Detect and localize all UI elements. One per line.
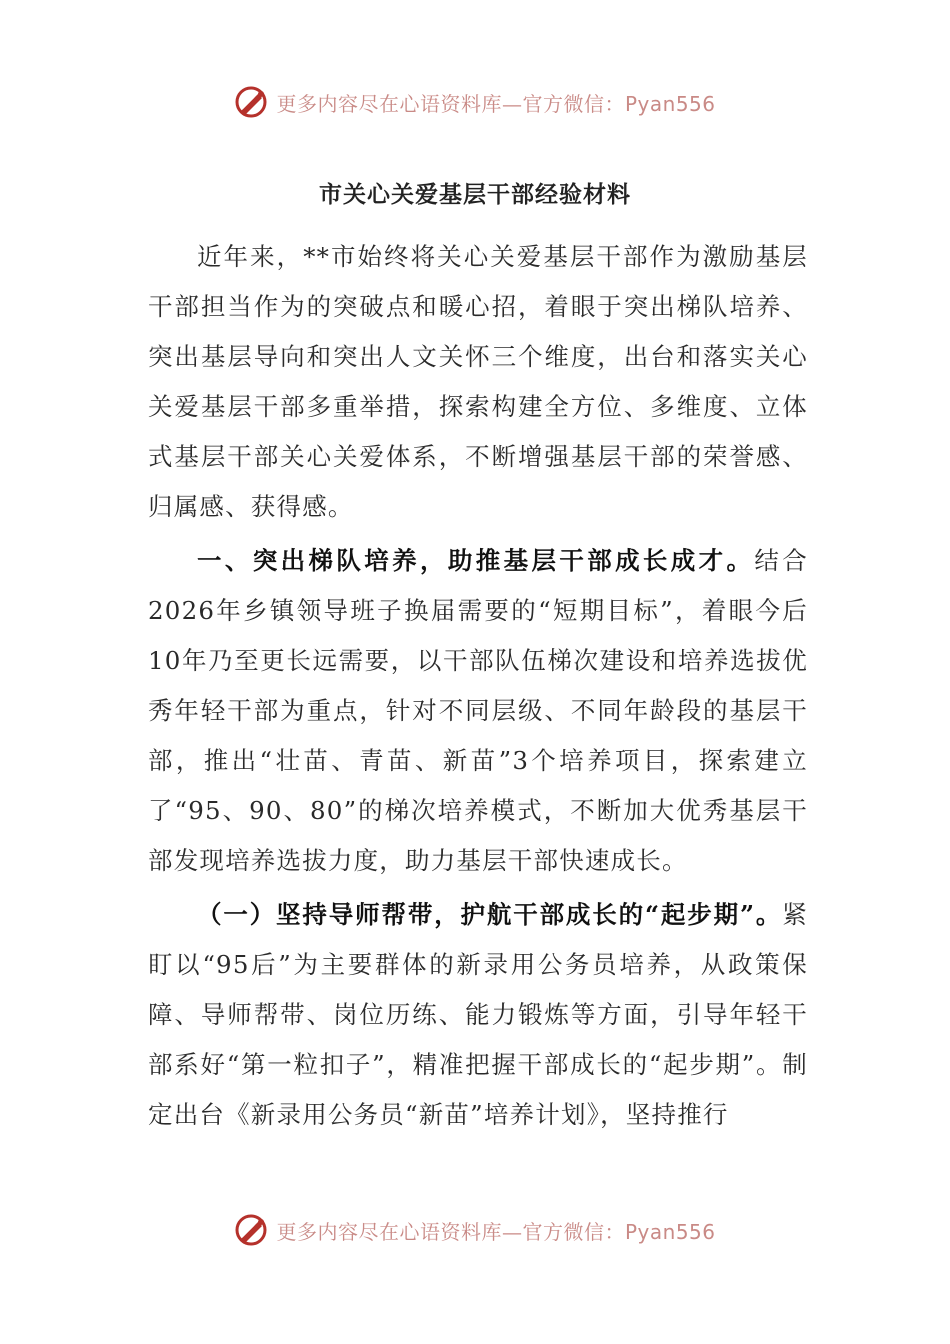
paragraph-section-1: [148, 536, 808, 886]
watermark-handle: Pyan556: [624, 1219, 716, 1244]
document-body: [148, 232, 808, 1140]
paragraph-lead: 一、突出梯队培养，助推基层干部成长成才。: [197, 546, 755, 575]
document-title: 市关心关爱基层干部经验材料: [319, 181, 631, 208]
paragraph-text: 紧盯以“95后”为主要群体的新录用公务员培养，从政策保障、导师帮带、岗位历练、能力锻炼等方面，引导年轻干部系好“第一粒扣子”，精准把握干部成长的“起步期”。制定出台《新录用公务员“新苗”培养计划》，坚持推行: [148, 900, 808, 1129]
watermark-group: [234, 1213, 715, 1247]
paragraph-text: 近年来，**市始终将关心关爱基层干部作为激励基层干部担当作为的突破点和暖心招，着眼于突出梯队培养、突出基层导向和突出人文关怀三个维度，出台和落实关心关爱基层干部多重举措，探索构建全方位、多维度、立体式基层干部关心关爱体系，不断增强基层干部的荣誉感、归属感、获得感。: [148, 242, 808, 521]
paragraph-lead: （一）坚持导师帮带，护航干部成长的“起步期”。: [197, 900, 783, 929]
pen-logo-icon: [234, 1213, 268, 1247]
watermark-handle: Pyan556: [624, 91, 716, 116]
pen-logo-icon: [234, 85, 268, 119]
watermark-text: 更多内容尽在心语资料库—官方微信：Pyan556: [276, 1219, 716, 1244]
footer-watermark: [0, 1208, 950, 1252]
paragraph-text: 结合2026年乡镇领导班子换届需要的“短期目标”，着眼今后10年乃至更长远需要，以干部队伍梯次建设和培养选拔优秀年轻干部为重点，针对不同层级、不同年龄段的基层干部，推出“壮苗、青苗、新苗”3个培养项目，探索建立了“95、90、80”的梯次培养模式，不断加大优秀基层干部发现培养选拔力度，助力基层干部快速成长。: [148, 546, 808, 875]
watermark-text: 更多内容尽在心语资料库—官方微信：Pyan556: [276, 91, 716, 116]
header-watermark: [0, 80, 950, 124]
paragraph-subsection-1: [148, 890, 808, 1140]
watermark-group: [234, 85, 715, 119]
paragraph-intro: [148, 232, 808, 532]
